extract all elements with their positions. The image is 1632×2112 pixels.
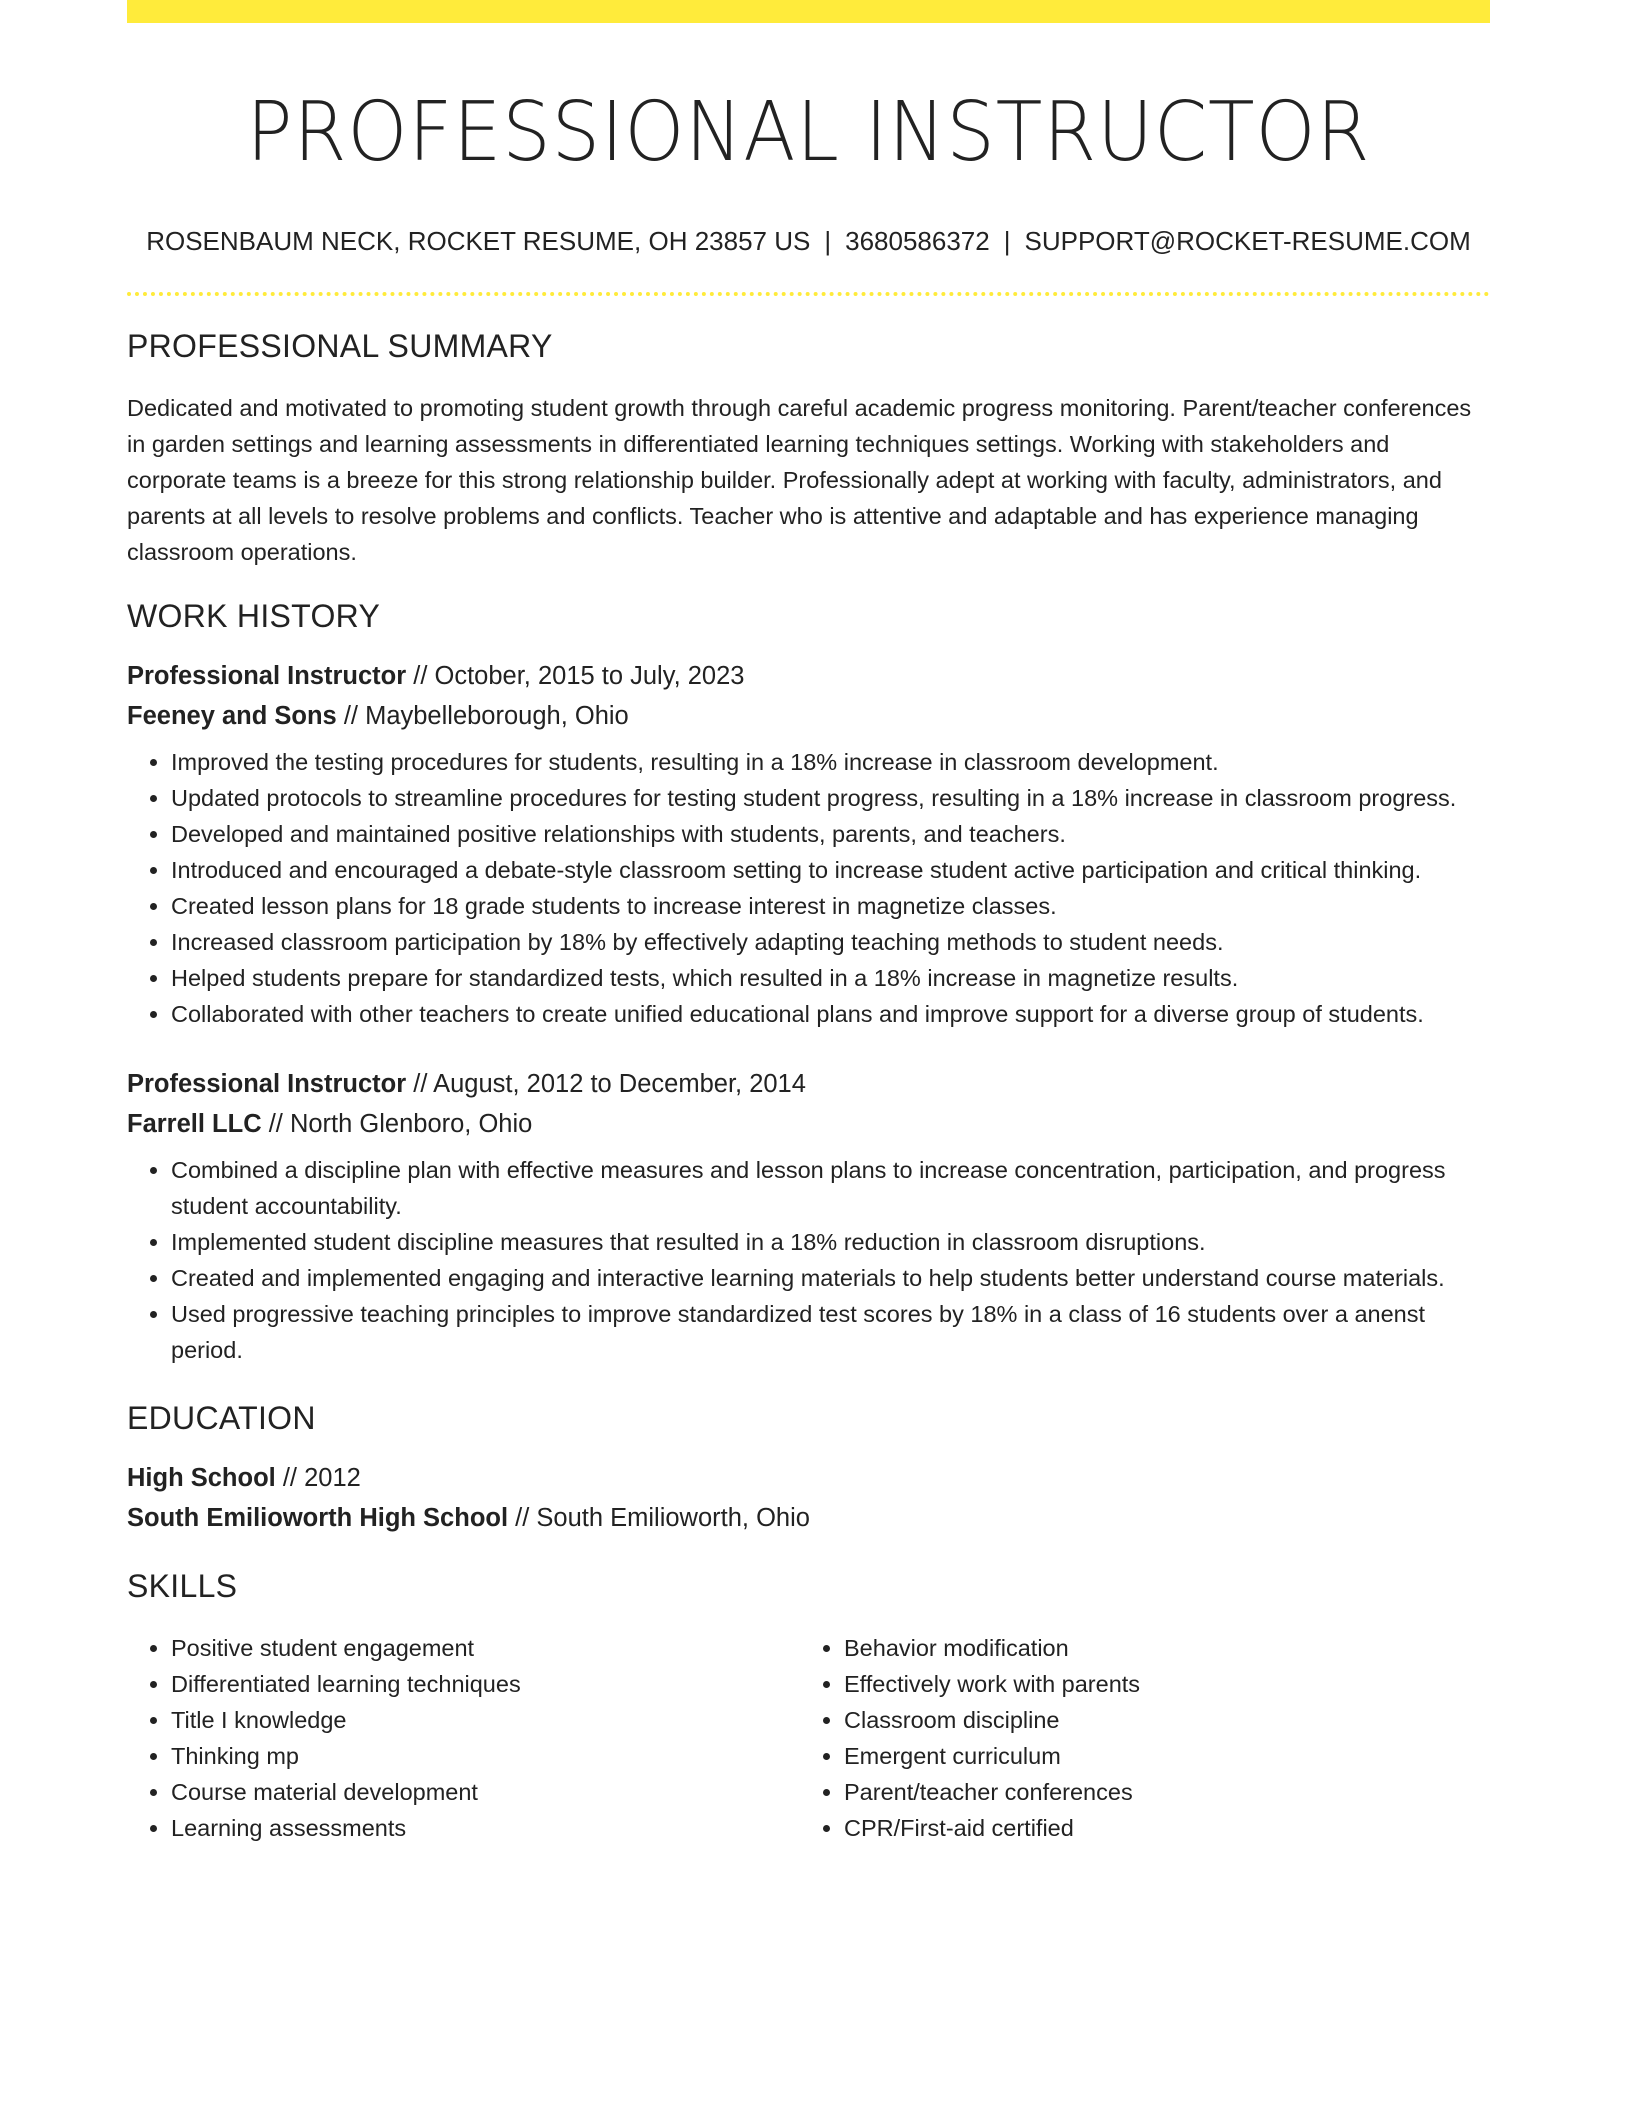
contact-phone[interactable]: 3680586372 (845, 226, 990, 256)
resume-page (127, 0, 1490, 1846)
job-bullet: • Created and implemented engaging and interactive learning materials to help students better understand course materials. (171, 1260, 1490, 1296)
job-bullet: • Increased classroom participation by 18% by effectively adapting teaching methods to student needs. (171, 924, 1490, 960)
job-title-line (127, 1064, 1490, 1104)
contact-separator: | (1003, 226, 1011, 256)
job-dates: // August, 2012 to December, 2014 (406, 1070, 806, 1098)
work-history-heading: WORK HISTORY (127, 598, 381, 634)
contact-separator: | (824, 226, 832, 256)
summary-heading: PROFESSIONAL SUMMARY (127, 328, 553, 364)
education-school: South Emilioworth High School (127, 1504, 509, 1532)
job-title-line (127, 656, 1490, 696)
job-entry (127, 1064, 1490, 1368)
job-bullets (127, 744, 1490, 1032)
skills-column-left (127, 1630, 800, 1846)
skills-heading: SKILLS (127, 1568, 238, 1604)
education-location: // South Emilioworth, Ohio (508, 1504, 810, 1532)
summary-text: Dedicated and motivated to promoting student growth through careful academic progress monitoring. Parent/teacher conferences in garden settings and learning assessments in differentiated learning techniques settings. Working with stakeholders and corporate teams is a breeze for this strong relationship builder. Professionally adept at working with faculty, administrators, and parents at all levels to resolve problems and conflicts. Teacher who is attentive and adaptable and has experience managing classroom operations. (127, 395, 1472, 565)
job-bullet: • Collaborated with other teachers to create unified educational plans and improve support for a diverse group of students. (171, 996, 1490, 1032)
job-entry (127, 656, 1490, 1032)
skill-item: • Classroom discipline (844, 1702, 1473, 1738)
skill-item: • Thinking mp (171, 1738, 800, 1774)
job-location: // North Glenboro, Ohio (261, 1110, 533, 1138)
accent-top-bar (127, 0, 1490, 23)
job-location: // Maybelleborough, Ohio (336, 702, 629, 730)
candidate-name: PROFESSIONAL INSTRUCTOR (246, 85, 1371, 180)
job-bullet: • Developed and maintained positive relationships with students, parents, and teachers. (171, 816, 1490, 852)
education-degree-line (127, 1458, 1490, 1498)
skill-item: • Parent/teacher conferences (844, 1774, 1473, 1810)
job-bullet: • Helped students prepare for standardized tests, which resulted in a 18% increase in magnetize results. (171, 960, 1490, 996)
job-dates: // October, 2015 to July, 2023 (406, 662, 745, 690)
education-degree: High School (127, 1464, 276, 1492)
education-heading: EDUCATION (127, 1400, 316, 1436)
job-company-line (127, 696, 1490, 736)
job-bullet: • Updated protocols to streamline procedures for testing student progress, resulting in a 18% increase in classroom progress. (171, 780, 1490, 816)
job-company: Farrell LLC (127, 1110, 262, 1138)
skill-item: • Learning assessments (171, 1810, 800, 1846)
job-bullet: • Improved the testing procedures for students, resulting in a 18% increase in classroom development. (171, 744, 1490, 780)
job-bullet: • Combined a discipline plan with effective measures and lesson plans to increase concentration, participation, and progress student accountability. (171, 1152, 1490, 1224)
job-role: Professional Instructor (127, 1070, 407, 1098)
education-year: // 2012 (275, 1464, 361, 1492)
skill-item: • Emergent curriculum (844, 1738, 1473, 1774)
job-company: Feeney and Sons (127, 702, 337, 730)
job-company-line (127, 1104, 1490, 1144)
contact-address: ROSENBAUM NECK, ROCKET RESUME, OH 23857 US (146, 226, 811, 256)
skill-item: • Course material development (171, 1774, 800, 1810)
job-bullet: • Created lesson plans for 18 grade students to increase interest in magnetize classes. (171, 888, 1490, 924)
contact-email[interactable]: SUPPORT@ROCKET-RESUME.COM (1024, 226, 1471, 256)
skills-column-right (800, 1630, 1473, 1846)
skills-list (127, 1630, 1490, 1846)
skill-item: • Title I knowledge (171, 1702, 800, 1738)
skill-item: • Behavior modification (844, 1630, 1473, 1666)
skill-item: • Effectively work with parents (844, 1666, 1473, 1702)
job-bullets (127, 1152, 1490, 1368)
skill-item: • Positive student engagement (171, 1630, 800, 1666)
contact-line (127, 223, 1490, 259)
job-bullet: • Implemented student discipline measures that resulted in a 18% reduction in classroom disruptions. (171, 1224, 1490, 1260)
education-school-line (127, 1498, 1490, 1538)
job-bullet: • Introduced and encouraged a debate-style classroom setting to increase student active participation and critical thinking. (171, 852, 1490, 888)
education-entry (127, 1458, 1490, 1538)
job-role: Professional Instructor (127, 662, 407, 690)
job-bullet: • Used progressive teaching principles to improve standardized test scores by 18% in a class of 16 students over a anenst period. (171, 1296, 1490, 1368)
dotted-divider (127, 292, 1490, 296)
skill-item: • Differentiated learning techniques (171, 1666, 800, 1702)
skill-item: • CPR/First-aid certified (844, 1810, 1473, 1846)
